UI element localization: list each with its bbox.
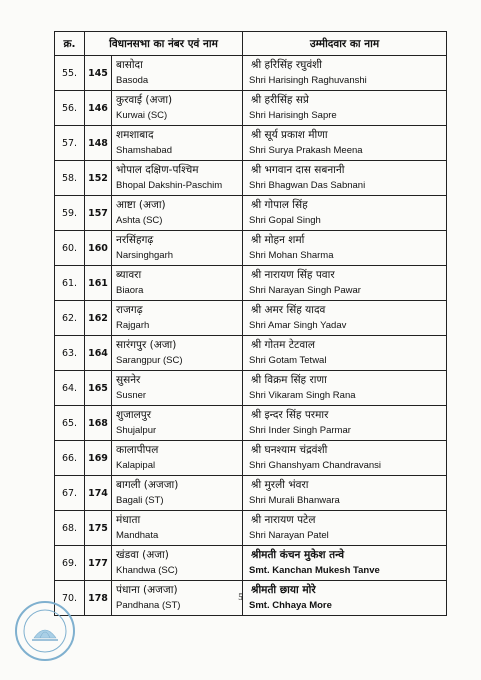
constituency-number: 157 bbox=[85, 196, 112, 231]
constituency-number: 160 bbox=[85, 231, 112, 266]
constituency-name-english: Rajgarh bbox=[116, 320, 150, 331]
constituency-name-english: Basoda bbox=[116, 75, 149, 86]
constituency-name-english: Biaora bbox=[116, 285, 144, 296]
constituency-number: 162 bbox=[85, 301, 112, 336]
serial-number: 58. bbox=[55, 161, 85, 196]
candidate-name-english: Shri Harisingh Sapre bbox=[249, 110, 337, 121]
constituency-name-english: Sarangpur (SC) bbox=[116, 355, 183, 366]
constituency-name bbox=[112, 161, 243, 196]
constituency-number: 164 bbox=[85, 336, 112, 371]
candidate-name-english: Shri Mohan Sharma bbox=[249, 250, 334, 261]
constituency-name bbox=[112, 231, 243, 266]
candidate-name bbox=[243, 336, 447, 371]
constituency-number: 145 bbox=[85, 56, 112, 91]
candidate-name bbox=[243, 476, 447, 511]
candidate-name-hindi: श्री अमर सिंह यादव bbox=[251, 304, 326, 316]
table-row bbox=[55, 441, 447, 476]
serial-number: 66. bbox=[55, 441, 85, 476]
candidate-name bbox=[243, 546, 447, 581]
party-seal-icon bbox=[14, 600, 76, 662]
candidate-name-english: Shri Gotam Tetwal bbox=[249, 355, 327, 366]
table-row bbox=[55, 266, 447, 301]
constituency-name bbox=[112, 406, 243, 441]
candidate-name-hindi: श्री गोतम टेटवाल bbox=[251, 339, 315, 351]
candidate-table bbox=[54, 31, 447, 616]
candidate-name bbox=[243, 406, 447, 441]
candidate-name-hindi: श्री हरीसिंह सप्रे bbox=[251, 94, 309, 106]
constituency-number: 161 bbox=[85, 266, 112, 301]
constituency-name-english: Bagali (ST) bbox=[116, 495, 164, 506]
constituency-name bbox=[112, 126, 243, 161]
constituency-name bbox=[112, 266, 243, 301]
serial-number: 69. bbox=[55, 546, 85, 581]
constituency-name-english: Ashta (SC) bbox=[116, 215, 163, 226]
constituency-name-hindi: राजगढ़ bbox=[116, 304, 143, 316]
candidate-name-english: Shri Narayan Patel bbox=[249, 530, 329, 541]
table-row bbox=[55, 301, 447, 336]
constituency-name-hindi: सुसनेर bbox=[116, 374, 141, 386]
constituency-name bbox=[112, 56, 243, 91]
candidate-name bbox=[243, 511, 447, 546]
candidate-name-english: Shri Vikaram Singh Rana bbox=[249, 390, 356, 401]
constituency-number: 165 bbox=[85, 371, 112, 406]
header-candidate: उम्मीदवार का नाम bbox=[243, 32, 447, 56]
candidate-name bbox=[243, 196, 447, 231]
constituency-name-english: Mandhata bbox=[116, 530, 159, 541]
table-row bbox=[55, 546, 447, 581]
constituency-name bbox=[112, 476, 243, 511]
serial-number: 57. bbox=[55, 126, 85, 161]
candidate-name-hindi: श्री हरिसिंह रघुवंशी bbox=[251, 59, 323, 71]
constituency-name-english: Susner bbox=[116, 390, 147, 401]
constituency-name bbox=[112, 301, 243, 336]
serial-number: 67. bbox=[55, 476, 85, 511]
candidate-name-english: Shri Amar Singh Yadav bbox=[249, 320, 347, 331]
candidate-name-hindi: श्री गोपाल सिंह bbox=[251, 199, 308, 211]
page-number: 5 bbox=[238, 592, 243, 602]
constituency-number: 146 bbox=[85, 91, 112, 126]
table-row bbox=[55, 126, 447, 161]
candidate-name bbox=[243, 441, 447, 476]
constituency-name-hindi: कालापीपल bbox=[116, 444, 159, 456]
constituency-name-hindi: शुजालपुर bbox=[116, 409, 152, 421]
constituency-name-hindi: नरसिंहगढ़ bbox=[116, 234, 154, 246]
candidate-name bbox=[243, 301, 447, 336]
candidate-name bbox=[243, 91, 447, 126]
constituency-number: 174 bbox=[85, 476, 112, 511]
constituency-name-hindi: कुरवाई (अजा) bbox=[116, 94, 173, 106]
candidate-name-english: Shri Murali Bhanwara bbox=[249, 495, 340, 506]
candidate-name bbox=[243, 161, 447, 196]
constituency-number: 169 bbox=[85, 441, 112, 476]
candidate-name-hindi: श्री नारायण सिंह पवार bbox=[251, 269, 335, 281]
constituency-number: 178 bbox=[85, 581, 112, 616]
constituency-name-hindi: बागली (अजजा) bbox=[116, 479, 179, 491]
candidate-name bbox=[243, 266, 447, 301]
constituency-name-hindi: शमशाबाद bbox=[116, 129, 154, 141]
serial-number: 64. bbox=[55, 371, 85, 406]
constituency-name bbox=[112, 511, 243, 546]
candidate-name-hindi: श्री भगवान दास सबनानी bbox=[251, 164, 345, 176]
serial-number: 62. bbox=[55, 301, 85, 336]
candidate-name-hindi: श्रीमती छाया मोरे bbox=[251, 584, 316, 596]
constituency-name bbox=[112, 196, 243, 231]
constituency-name-hindi: मंधाता bbox=[116, 514, 141, 526]
candidate-name bbox=[243, 371, 447, 406]
candidate-name-hindi: श्री नारायण पटेल bbox=[251, 514, 316, 526]
table-row bbox=[55, 56, 447, 91]
table-row bbox=[55, 336, 447, 371]
constituency-name-english: Pandhana (ST) bbox=[116, 600, 181, 611]
constituency-number: 177 bbox=[85, 546, 112, 581]
candidate-name-english: Smt. Chhaya More bbox=[249, 600, 332, 611]
serial-number: 60. bbox=[55, 231, 85, 266]
constituency-name-english: Bhopal Dakshin-Paschim bbox=[116, 180, 223, 191]
candidate-name-hindi: श्री घनश्याम चंद्रवंशी bbox=[251, 444, 328, 456]
candidate-name bbox=[243, 56, 447, 91]
constituency-name-english: Khandwa (SC) bbox=[116, 565, 178, 576]
constituency-number: 148 bbox=[85, 126, 112, 161]
candidate-name-hindi: श्री इन्दर सिंह परमार bbox=[251, 409, 329, 421]
constituency-name bbox=[112, 371, 243, 406]
candidate-name-hindi: श्री मोहन शर्मा bbox=[251, 234, 305, 246]
candidate-name-hindi: श्री मुरली भंवरा bbox=[251, 479, 309, 491]
constituency-name-english: Shujalpur bbox=[116, 425, 157, 436]
table-row bbox=[55, 161, 447, 196]
table-row bbox=[55, 511, 447, 546]
constituency-number: 175 bbox=[85, 511, 112, 546]
constituency-name-hindi: ब्यावरा bbox=[116, 269, 142, 281]
candidate-name-english: Shri Gopal Singh bbox=[249, 215, 321, 226]
constituency-name bbox=[112, 546, 243, 581]
candidate-name-english: Shri Surya Prakash Meena bbox=[249, 145, 363, 156]
candidate-name-english: Shri Inder Singh Parmar bbox=[249, 425, 351, 436]
candidate-name bbox=[243, 231, 447, 266]
serial-number: 70. bbox=[55, 581, 85, 616]
candidate-name-hindi: श्री सूर्य प्रकाश मीणा bbox=[251, 129, 328, 141]
candidate-name-hindi: श्रीमती कंचन मुकेश तन्वे bbox=[251, 549, 345, 561]
constituency-name bbox=[112, 441, 243, 476]
table-row bbox=[55, 91, 447, 126]
constituency-name-hindi: बासोदा bbox=[116, 59, 143, 71]
header-sno: क्र. bbox=[55, 32, 85, 56]
candidate-name bbox=[243, 126, 447, 161]
table-row bbox=[55, 406, 447, 441]
header-constituency: विधानसभा का नंबर एवं नाम bbox=[85, 32, 243, 56]
serial-number: 61. bbox=[55, 266, 85, 301]
constituency-name-hindi: आष्टा (अजा) bbox=[116, 199, 166, 211]
header-row bbox=[55, 32, 447, 56]
table-row bbox=[55, 196, 447, 231]
serial-number: 63. bbox=[55, 336, 85, 371]
candidate-name-hindi: श्री विक्रम सिंह राणा bbox=[251, 374, 327, 386]
constituency-name-english: Narsinghgarh bbox=[116, 250, 174, 261]
table-row bbox=[55, 371, 447, 406]
serial-number: 59. bbox=[55, 196, 85, 231]
constituency-name bbox=[112, 336, 243, 371]
constituency-name-english: Kalapipal bbox=[116, 460, 156, 471]
candidate-name-english: Smt. Kanchan Mukesh Tanve bbox=[249, 565, 380, 576]
candidate-name-english: Shri Harisingh Raghuvanshi bbox=[249, 75, 367, 86]
constituency-name-english: Kurwai (SC) bbox=[116, 110, 168, 121]
constituency-name bbox=[112, 91, 243, 126]
serial-number: 68. bbox=[55, 511, 85, 546]
constituency-name-hindi: पंधाना (अजजा) bbox=[116, 584, 178, 596]
table-row bbox=[55, 231, 447, 266]
table-row bbox=[55, 476, 447, 511]
candidate-name-english: Shri Ghanshyam Chandravansi bbox=[249, 460, 382, 471]
serial-number: 56. bbox=[55, 91, 85, 126]
constituency-name-english: Shamshabad bbox=[116, 145, 172, 156]
constituency-name-hindi: खंडवा (अजा) bbox=[116, 549, 169, 561]
constituency-number: 152 bbox=[85, 161, 112, 196]
constituency-name-hindi: भोपाल दक्षिण-पश्चिम bbox=[116, 164, 199, 176]
serial-number: 65. bbox=[55, 406, 85, 441]
candidate-name-english: Shri Narayan Singh Pawar bbox=[249, 285, 361, 296]
serial-number: 55. bbox=[55, 56, 85, 91]
constituency-name-hindi: सारंगपुर (अजा) bbox=[116, 339, 177, 351]
candidate-name-english: Shri Bhagwan Das Sabnani bbox=[249, 180, 366, 191]
constituency-number: 168 bbox=[85, 406, 112, 441]
